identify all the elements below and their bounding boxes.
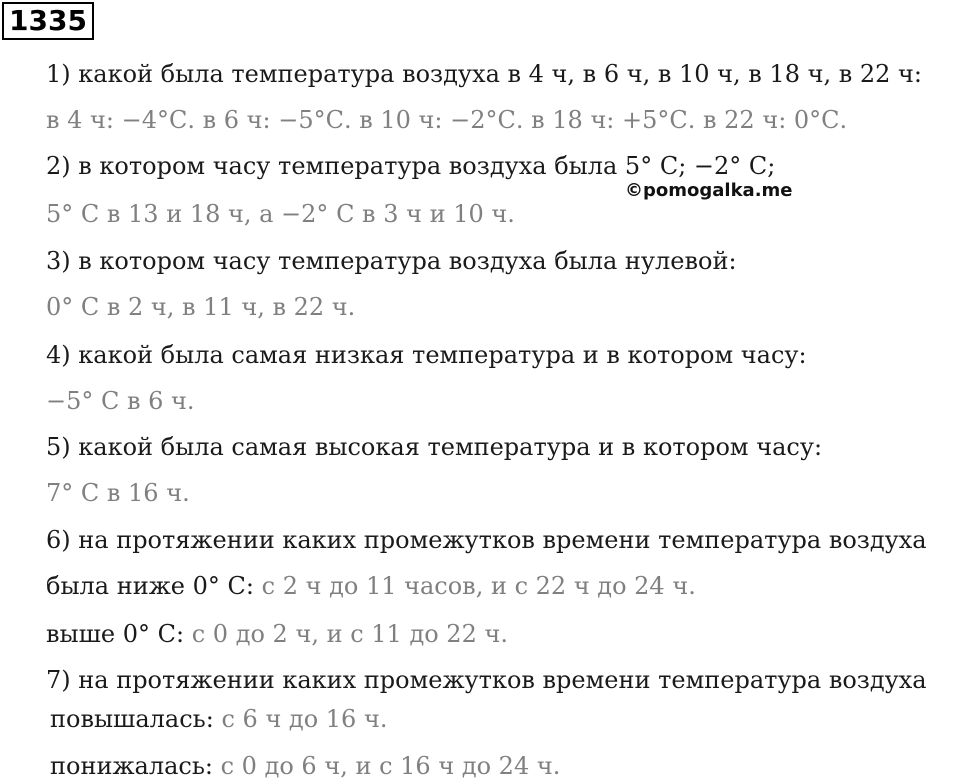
question-text: понижалась:: [50, 752, 221, 780]
question-text: 6) на протяжении каких промежутков времени температура воздуха: [46, 526, 927, 554]
text-line: [46, 58, 922, 90]
text-line: [46, 291, 355, 323]
text-line: [46, 524, 927, 556]
text-line: [46, 664, 927, 696]
question-text: 1) какой была температура воздуха в 4 ч, в 6 ч, в 10 ч, в 18 ч, в 22 ч:: [46, 60, 922, 88]
text-line: [46, 104, 847, 136]
question-text: 4) какой была самая низкая температура и в котором часу:: [46, 341, 807, 369]
answer-text: с 6 ч до 16 ч.: [221, 705, 388, 733]
answer-text: в 4 ч: −4°С. в 6 ч: −5°С. в 10 ч: −2°С. в 18 ч: +5°С. в 22 ч: 0°С.: [46, 106, 848, 134]
question-text: 2) в котором часу температура воздуха была 5° С; −2° С;: [46, 152, 776, 180]
question-text: была ниже 0° С:: [46, 572, 262, 600]
text-line: [46, 385, 195, 417]
answer-text: с 2 ч до 11 часов, и с 22 ч до 24 ч.: [261, 572, 696, 600]
watermark: ©pomogalka.me: [625, 180, 793, 201]
text-line: [46, 198, 515, 230]
answer-text: −5° С в 6 ч.: [46, 387, 195, 415]
answer-text: 5° С в 13 и 18 ч, а −2° С в 3 ч и 10 ч.: [46, 200, 515, 228]
text-line: [46, 339, 807, 371]
text-line: [46, 570, 696, 602]
problem-number: 1335: [2, 2, 94, 40]
question-text: повышалась:: [50, 705, 222, 733]
question-text: 3) в котором часу температура воздуха была нулевой:: [46, 247, 737, 275]
text-line: [46, 431, 822, 463]
text-line: [50, 703, 387, 735]
text-line: [46, 618, 508, 650]
answer-text: 0° С в 2 ч, в 11 ч, в 22 ч.: [46, 293, 356, 321]
text-line: [50, 750, 560, 782]
question-text: 7) на протяжении каких промежутков времени температура воздуха: [46, 666, 927, 694]
question-text: 5) какой была самая высокая температура и в котором часу:: [46, 433, 823, 461]
text-line: [46, 245, 737, 277]
answer-text: 7° С в 16 ч.: [46, 479, 190, 507]
answer-text: с 0 до 6 ч, и с 16 ч до 24 ч.: [220, 752, 561, 780]
text-line: [46, 477, 190, 509]
answer-text: с 0 до 2 ч, и с 11 до 22 ч.: [191, 620, 508, 648]
question-text: выше 0° С:: [46, 620, 192, 648]
text-line: [46, 150, 775, 182]
